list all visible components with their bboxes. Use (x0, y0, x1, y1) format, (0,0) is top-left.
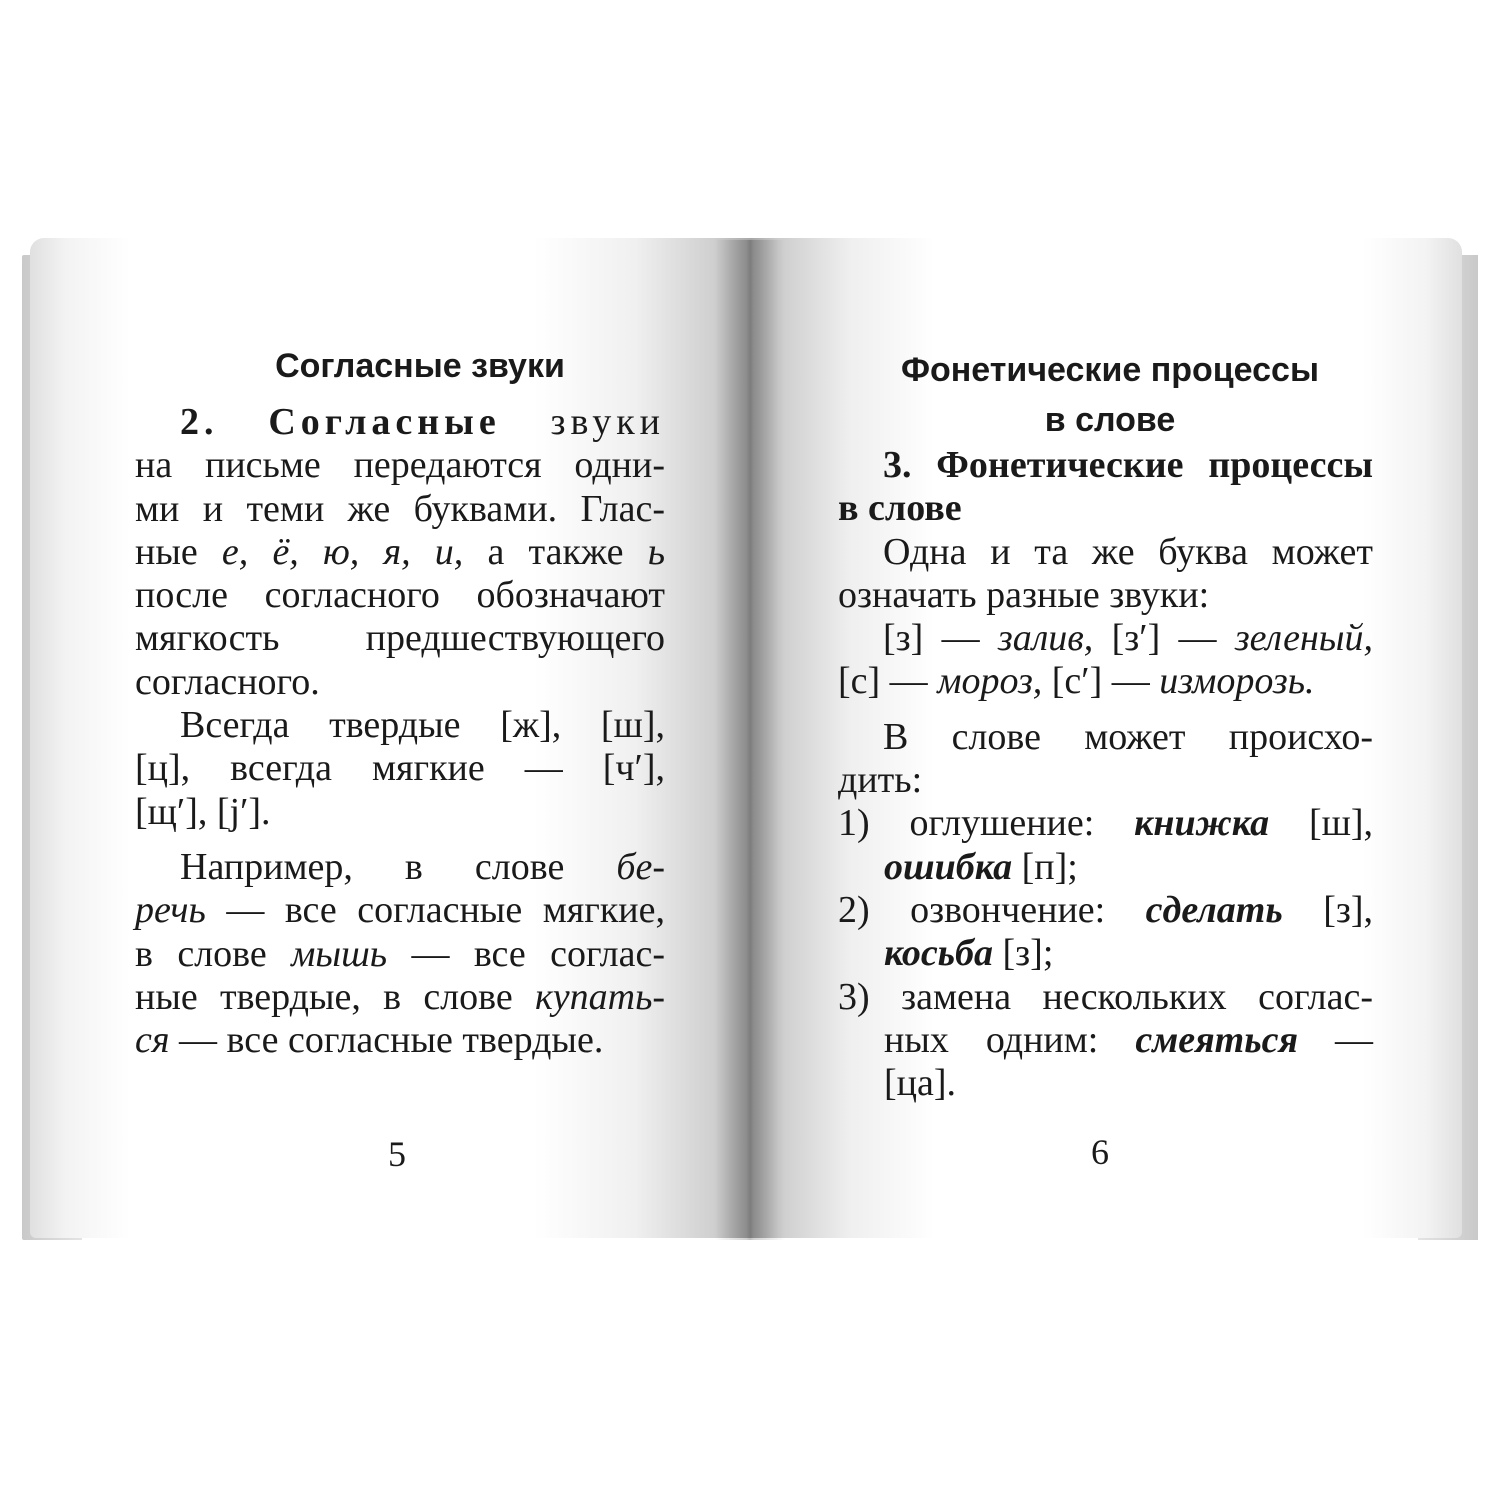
italic-example: смеяться (1135, 1018, 1299, 1061)
section-number: 2. (180, 401, 219, 443)
italic-example: ошибка (884, 845, 1013, 888)
text-fragment: звуки (550, 401, 665, 443)
text-line: [ц], всегда мягкие — [ч′], (135, 747, 665, 790)
text-fragment: а также (487, 530, 624, 573)
sound-notation: [с′] — (1051, 660, 1150, 703)
text-fragment: ные (135, 530, 198, 573)
text-fragment: 1) оглушение: (838, 802, 1095, 845)
sound-notation: [з], (1323, 888, 1374, 931)
italic-example: ь (647, 530, 665, 573)
text-line: означать разные звуки: (838, 573, 1210, 616)
italic-example: мороз, (937, 660, 1043, 703)
text-line: ми и теми же буквами. Глас- (135, 487, 665, 530)
sound-notation: [з′] — (1111, 617, 1217, 660)
text-line (838, 1019, 1373, 1062)
text-fragment: в слове (135, 932, 267, 975)
text-fragment: ных одним: (884, 1018, 1099, 1061)
paragraph-gap (135, 834, 665, 846)
text-line (135, 889, 665, 932)
left-page-heading (130, 341, 710, 391)
book-spine-shadow (715, 240, 785, 1240)
text-line (838, 846, 1373, 889)
italic-example: купать- (534, 975, 666, 1018)
text-line (135, 531, 665, 574)
italic-example: ся (135, 1019, 170, 1062)
text-line: дить: (838, 759, 923, 802)
italic-example: косьба (884, 932, 994, 975)
text-line: на письме передаются одни- (135, 444, 665, 487)
text-line (838, 932, 1373, 975)
text-line: В слове может происхо- (883, 715, 1373, 758)
page-number: 5 (388, 1134, 406, 1174)
italic-example: книжка (1134, 802, 1270, 845)
page-number: 6 (1091, 1132, 1109, 1172)
text-line (838, 617, 1373, 660)
text-line: Одна и та же буква может (883, 530, 1373, 573)
text-fragment: — (1335, 1018, 1374, 1061)
italic-example: мышь (291, 932, 388, 975)
heading-text: в слове (1044, 401, 1176, 439)
list-item-1 (838, 802, 1373, 845)
italic-example: речь (135, 889, 206, 932)
heading-text: Фонетические процессы (900, 351, 1319, 389)
sound-notation: [с] — (838, 660, 928, 703)
italic-example: залив, (997, 617, 1094, 660)
text-fragment: ные твердые, в слове (135, 975, 513, 1018)
sound-notation: [з] — (883, 617, 980, 660)
text-line (838, 660, 1373, 703)
italic-example: зеленый, (1234, 617, 1374, 660)
text-fragment: — все согласные твердые. (179, 1019, 604, 1062)
text-line (135, 401, 665, 444)
text-line: согласного. (135, 660, 320, 703)
list-item-2 (838, 889, 1373, 932)
italic-example: изморозь. (1159, 660, 1315, 703)
text-fragment: — все согласные мягкие, (226, 889, 665, 932)
italic-example: сделать (1145, 888, 1283, 931)
left-page-body (135, 401, 665, 1062)
sound-notation: [з]; (1002, 932, 1054, 975)
right-page-heading (810, 345, 1410, 445)
right-page (750, 238, 1462, 1238)
text-line (135, 976, 665, 1019)
text-line (135, 1019, 665, 1062)
section-title: в слове (838, 487, 962, 530)
text-line: после согласного обозначают (135, 574, 665, 617)
heading-text: Согласные звуки (275, 347, 565, 385)
list-item-3: 3) замена нескольких соглас- (838, 975, 1373, 1018)
text-fragment: 2) озвончение: (838, 888, 1106, 931)
text-fragment: Например, в слове (180, 845, 565, 888)
italic-example: е, ё, ю, я, и, (221, 530, 464, 573)
section-title: Согласные (268, 401, 501, 443)
text-line: Всегда твердые [ж], [ш], (180, 704, 665, 747)
text-line (135, 846, 665, 889)
paragraph-gap (838, 704, 1373, 716)
text-line: мягкость предшествующего (135, 617, 665, 660)
text-line: [ца]. (884, 1062, 957, 1105)
sound-notation: [ш], (1308, 802, 1374, 845)
sound-notation: [п]; (1021, 845, 1078, 888)
section-title: 3. Фонетические процессы (883, 444, 1373, 486)
italic-example: бе- (616, 845, 666, 888)
text-line: [щ′], [j′]. (135, 790, 271, 833)
text-line (135, 933, 665, 976)
right-page-body (838, 444, 1373, 1105)
left-page (30, 238, 750, 1238)
text-fragment: — все соглас- (411, 932, 665, 975)
